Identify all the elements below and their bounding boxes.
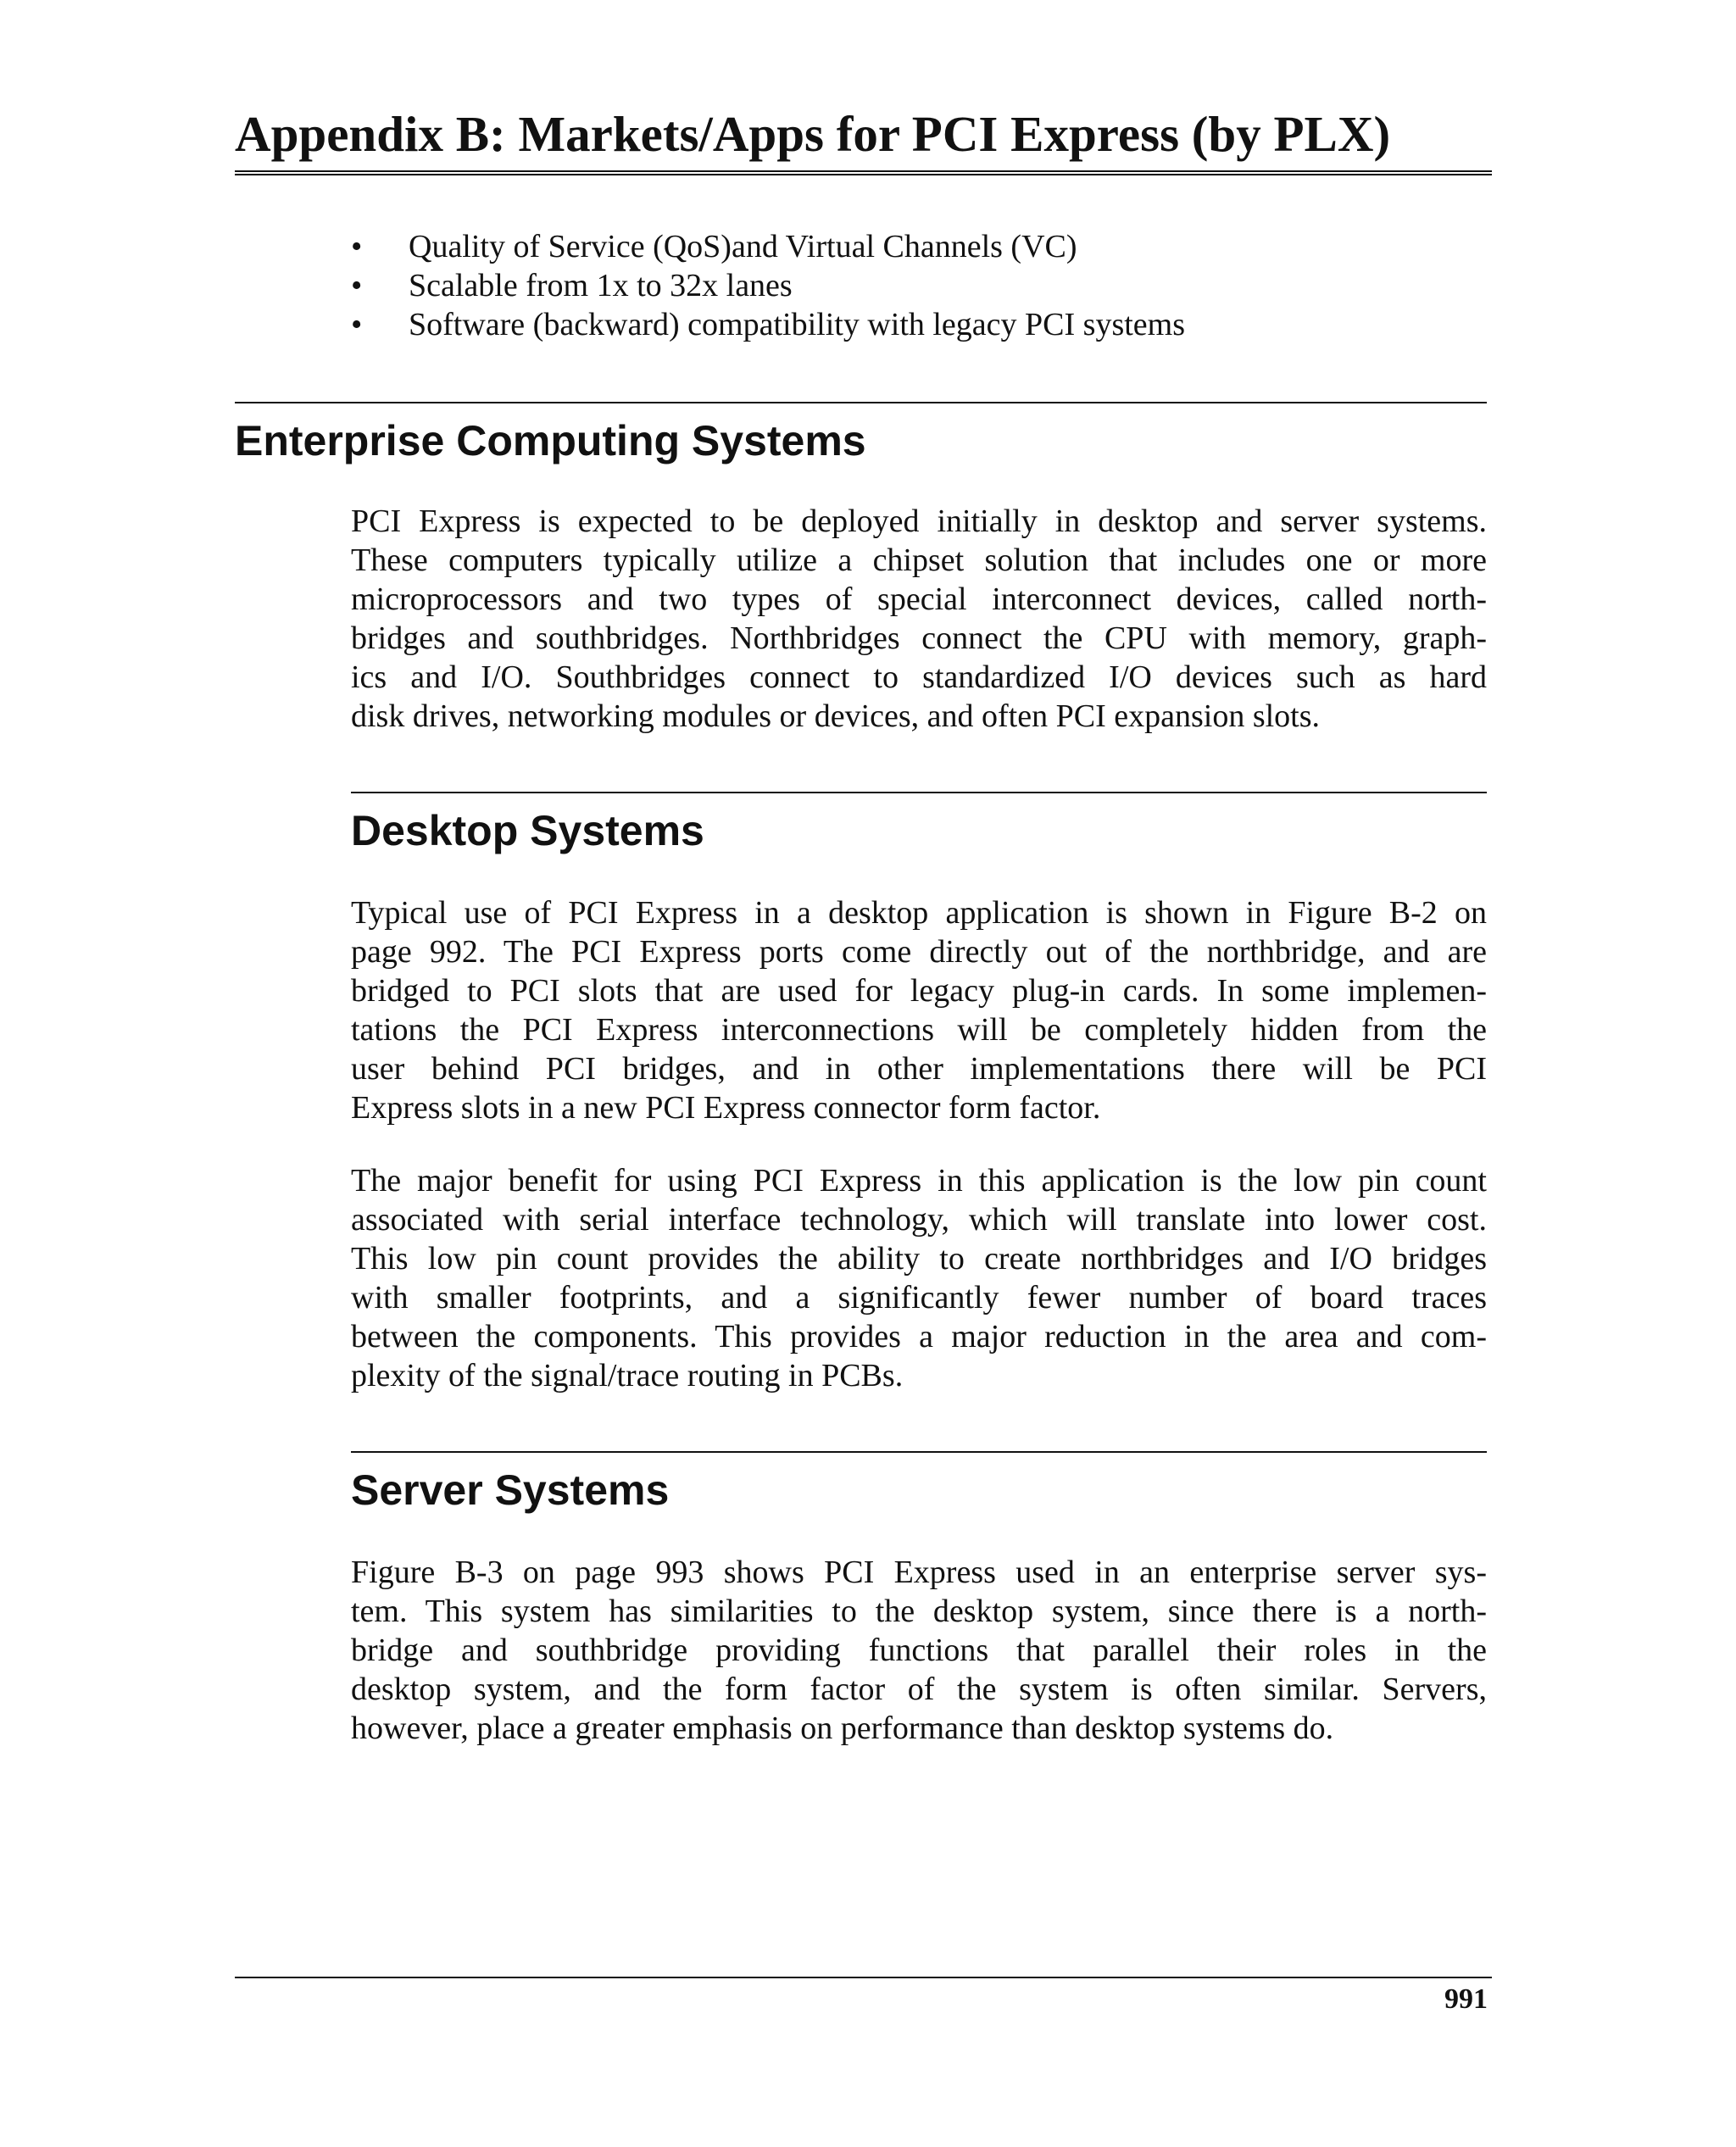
section-heading-desktop: Desktop Systems xyxy=(351,807,704,854)
server-paragraph: Figure B-3 on page 993 shows PCI Express used in an enterprise server sys- tem. This system has similarities to the desktop system, since there is a north- bridge and southbridge providing functions that parallel their roles in the desktop system, and the form factor of the system is often similar. Servers, however, place a greater emphasis on performance than desktop systems do. xyxy=(351,1555,1487,1746)
chapter-title: Appendix B: Markets/Apps for PCI Express (by PLX) xyxy=(235,106,1391,162)
bullet-icon: • xyxy=(351,229,363,264)
enterprise-paragraph: PCI Express is expected to be deployed initially in desktop and server systems. These computers typically utilize a chipset solution that includes one or more microprocessors and two types of special interconnect devices, called north- bridges and southbridges. Northbridges connect the CPU with memory, graph- ics and I/O. Southbridges connect to standardized I/O devices such as hard disk drives, networking modules or devices, and often PCI expansion slots. xyxy=(351,503,1487,734)
title-double-rule xyxy=(235,170,1492,175)
page-number: 991 xyxy=(1444,1983,1488,2015)
bullet-item: • Software (backward) compatibility with legacy PCI systems xyxy=(351,307,1186,342)
feature-bullet-list xyxy=(351,227,1487,344)
bullet-icon: • xyxy=(351,268,363,303)
section-heading-server: Server Systems xyxy=(351,1466,670,1514)
footer-rule xyxy=(235,1977,1492,1978)
bullet-item: • Quality of Service (QoS)and Virtual Channels (VC) xyxy=(351,229,1077,264)
desktop-paragraph-2: The major benefit for using PCI Express in this application is the low pin count associated with serial interface technology, which will translate into lower cost. This low pin count provides the ability to create northbridges and I/O bridges with smaller footprints, and a significantly fewer number of board traces between the components. This provides a major reduction in the area and com- plexity of the signal/trace routing in PCBs. xyxy=(351,1163,1487,1393)
desktop-paragraph-1: Typical use of PCI Express in a desktop application is shown in Figure B-2 on page 992. The PCI Express ports come directly out of the northbridge, and are bridged to PCI slots that are used for legacy plug-in cards. In some implemen- tations the PCI Express interconnections will be completely hidden from the user behind PCI bridges, and in other implementations there will be PCI Express slots in a new PCI Express connector form factor. xyxy=(351,895,1487,1126)
bullet-icon: • xyxy=(351,307,363,342)
subsection-rule xyxy=(351,1451,1487,1453)
subsection-rule xyxy=(351,792,1487,793)
section-heading-enterprise: Enterprise Computing Systems xyxy=(235,417,866,464)
bullet-item: • Scalable from 1x to 32x lanes xyxy=(351,268,793,303)
section-rule xyxy=(235,402,1487,403)
